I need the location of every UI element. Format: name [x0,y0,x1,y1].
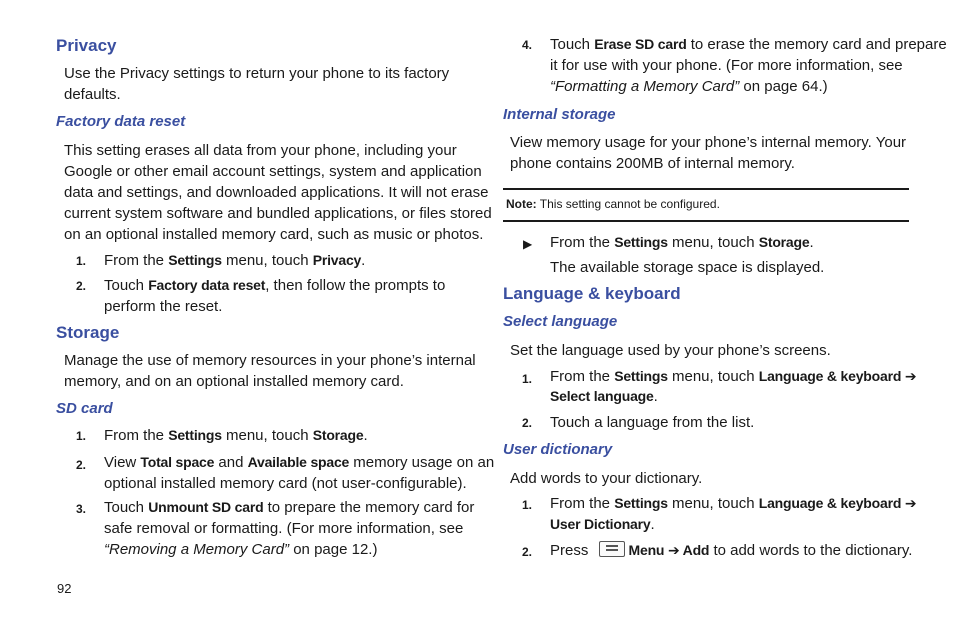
sd-step1-text: From the Settings menu, touch Storage. [104,427,368,444]
privacy-intro-line1: Use the Privacy settings to return your phone to its factory [64,65,450,82]
factory-para-line5: on an optional installed memory card, such as music or photos. [64,226,484,243]
factory-para-line2: Google or other email account settings, system and application [64,163,482,180]
factory-step2-text: Touch Factory data reset, then follow the prompts to [104,277,446,294]
internal-para-line1: View memory usage for your phone’s internal memory. Your [510,134,907,151]
privacy-heading: Privacy [56,36,117,55]
sd-step4-text-line2: it for use with your phone. (For more information, see [550,57,903,74]
user-dictionary-heading: User dictionary [503,441,613,458]
lang-step1-text: From the Settings menu, touch Language & keyboard ➔ [550,368,917,385]
dict-step1-number: 1. [522,498,533,512]
factory-step1-text: From the Settings menu, touch Privacy. [104,252,366,269]
lang-step1-text-line2: Select language. [550,388,658,405]
note-top-rule [503,188,909,190]
sd-step2-text-line2: optional installed memory card (not user-configurable). [104,475,467,492]
lang-step2-text: Touch a language from the list. [550,414,755,431]
removing-memory-card-link[interactable]: “Removing a Memory Card” [104,541,290,558]
sd-step4-text-line3: “Formatting a Memory Card” on page 64.) [550,78,828,95]
sd-step2-number: 2. [76,458,87,472]
bullet-step-text: From the Settings menu, touch Storage. [550,234,814,251]
factory-para-line3: data and settings, and downloaded applications. It will not erase [64,184,489,201]
sd-step4-text: Touch Erase SD card to erase the memory card and prepare [550,36,947,53]
factory-para-line1: This setting erases all data from your phone, including your [64,142,457,159]
dict-step2-number: 2. [522,545,533,559]
sd-step1-number: 1. [76,429,87,443]
user-dictionary-para: Add words to your dictionary. [510,470,703,487]
sd-step2-text: View Total space and Available space memory usage on an [104,454,495,471]
storage-para-line2: memory, and on an optional installed memory card. [64,373,404,390]
factory-data-reset-heading: Factory data reset [56,113,186,130]
factory-step1-number: 1. [76,254,87,268]
sd-step3-text-line2: safe removal or formatting. (For more information, see [104,520,464,537]
factory-para-line4: current system software and bundled applications, or files stored [64,205,492,222]
bullet-arrow-icon: ▶ [523,237,533,251]
dict-step1-text: From the Settings menu, touch Language & keyboard ➔ [550,495,917,512]
privacy-intro-line2: defaults. [64,86,121,103]
language-keyboard-heading: Language & keyboard [503,284,681,303]
dict-step2-text: Press Menu ➔ Add to add words to the dictionary. [550,542,913,559]
dict-step1-text-line2: User Dictionary. [550,516,655,533]
internal-para-line2: phone contains 200MB of internal memory. [510,155,795,172]
select-language-para: Set the language used by your phone’s screens. [510,342,831,359]
internal-storage-heading: Internal storage [503,106,616,123]
lang-step1-number: 1. [522,372,533,386]
lang-step2-number: 2. [522,416,533,430]
menu-key-icon [599,541,625,557]
sd-step3-number: 3. [76,502,87,516]
sd-step4-number: 4. [522,38,533,52]
storage-para-line1: Manage the use of memory resources in your phone’s internal [64,352,476,369]
sd-step3-text-line3: “Removing a Memory Card” on page 12.) [104,541,378,558]
page-number: 92 [57,581,72,596]
note-text: Note: This setting cannot be configured. [506,197,720,211]
select-language-heading: Select language [503,313,618,330]
bullet-result-text: The available storage space is displayed. [550,259,825,276]
storage-heading: Storage [56,323,120,342]
note-bottom-rule [503,220,909,222]
sd-step3-text: Touch Unmount SD card to prepare the memory card for [104,499,475,516]
formatting-memory-card-link[interactable]: “Formatting a Memory Card” [550,78,740,95]
sd-card-heading: SD card [56,400,113,417]
factory-step2-number: 2. [76,279,87,293]
factory-step2-text-line2: perform the reset. [104,298,223,315]
